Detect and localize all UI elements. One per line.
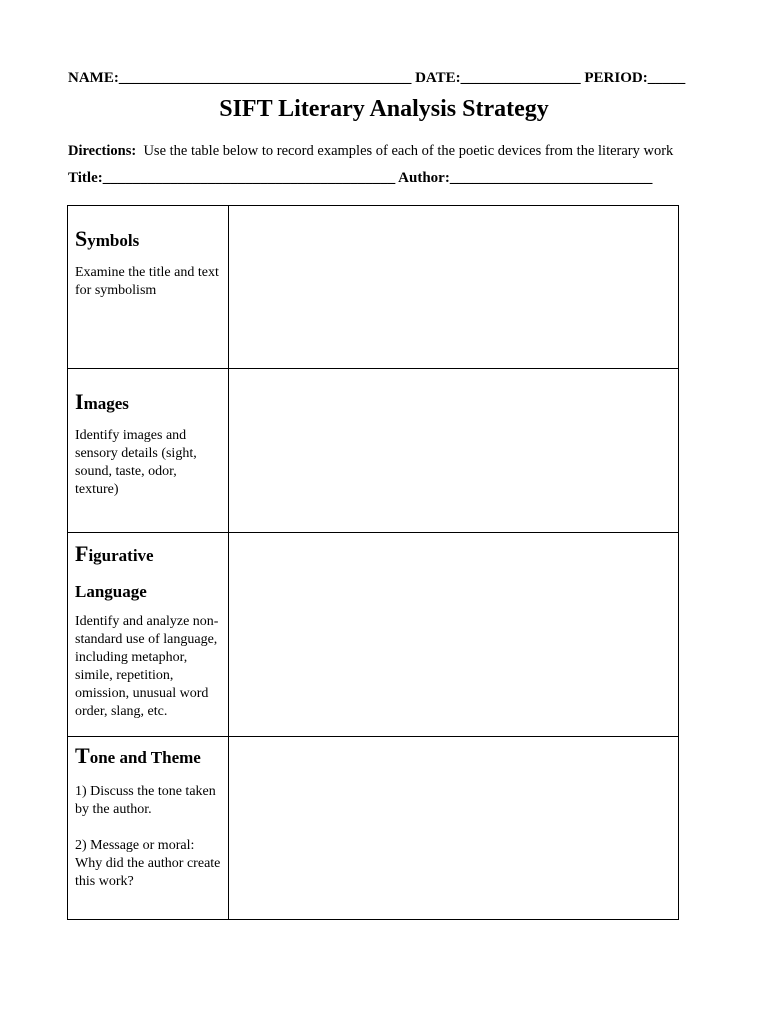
figurative-heading: Figurative <box>75 541 154 566</box>
author-blank[interactable]: ___________________________ <box>449 170 653 186</box>
tone-label-cell <box>68 737 229 920</box>
figurative-answer-cell[interactable] <box>229 533 679 737</box>
name-label: NAME: <box>68 70 119 86</box>
directions-text: Use the table below to record examples of each of the poetic devices from the literary work <box>143 143 674 159</box>
work-title-blank[interactable]: _______________________________________ <box>102 170 396 186</box>
symbols-label-cell <box>68 206 229 369</box>
table-row-tone-theme <box>68 737 679 920</box>
table-row-symbols <box>68 206 679 369</box>
directions-label: Directions: <box>68 143 137 159</box>
student-info-line <box>68 70 685 87</box>
period-blank[interactable]: _____ <box>647 70 686 86</box>
table-row-images <box>68 369 679 533</box>
author-label: Author: <box>398 170 450 186</box>
work-info-line <box>68 170 652 187</box>
figurative-description: Identify and analyze non-standard use of language, including metaphor, simile, repetition, omission, unusual word order, slang, etc. <box>75 614 219 719</box>
name-blank[interactable]: _______________________________________ <box>118 70 412 86</box>
table-row-figurative-language <box>68 533 679 737</box>
tone-description <box>75 783 222 891</box>
date-label: DATE: <box>415 70 461 86</box>
tone-heading: Tone and Theme <box>75 743 201 768</box>
symbols-description: Examine the title and text for symbolism <box>75 265 219 298</box>
date-blank[interactable]: ________________ <box>460 70 581 86</box>
tone-answer-cell[interactable] <box>229 737 679 920</box>
tone-description-1: 1) Discuss the tone taken by the author. <box>75 784 216 817</box>
images-description: Identify images and sensory details (sight, sound, taste, odor, texture) <box>75 428 197 497</box>
symbols-heading: Symbols <box>75 226 140 251</box>
page-title: SIFT Literary Analysis Strategy <box>219 96 549 122</box>
figurative-label-cell <box>68 533 229 737</box>
symbols-answer-cell[interactable] <box>229 206 679 369</box>
images-heading: Images <box>75 389 129 414</box>
images-label-cell <box>68 369 229 533</box>
images-answer-cell[interactable] <box>229 369 679 533</box>
directions <box>68 143 673 160</box>
tone-description-2: 2) Message or moral: Why did the author create this work? <box>75 838 221 889</box>
language-heading: Language <box>75 582 147 601</box>
sift-table <box>67 205 679 920</box>
work-title-label: Title: <box>68 170 103 186</box>
period-label: PERIOD: <box>584 70 648 86</box>
